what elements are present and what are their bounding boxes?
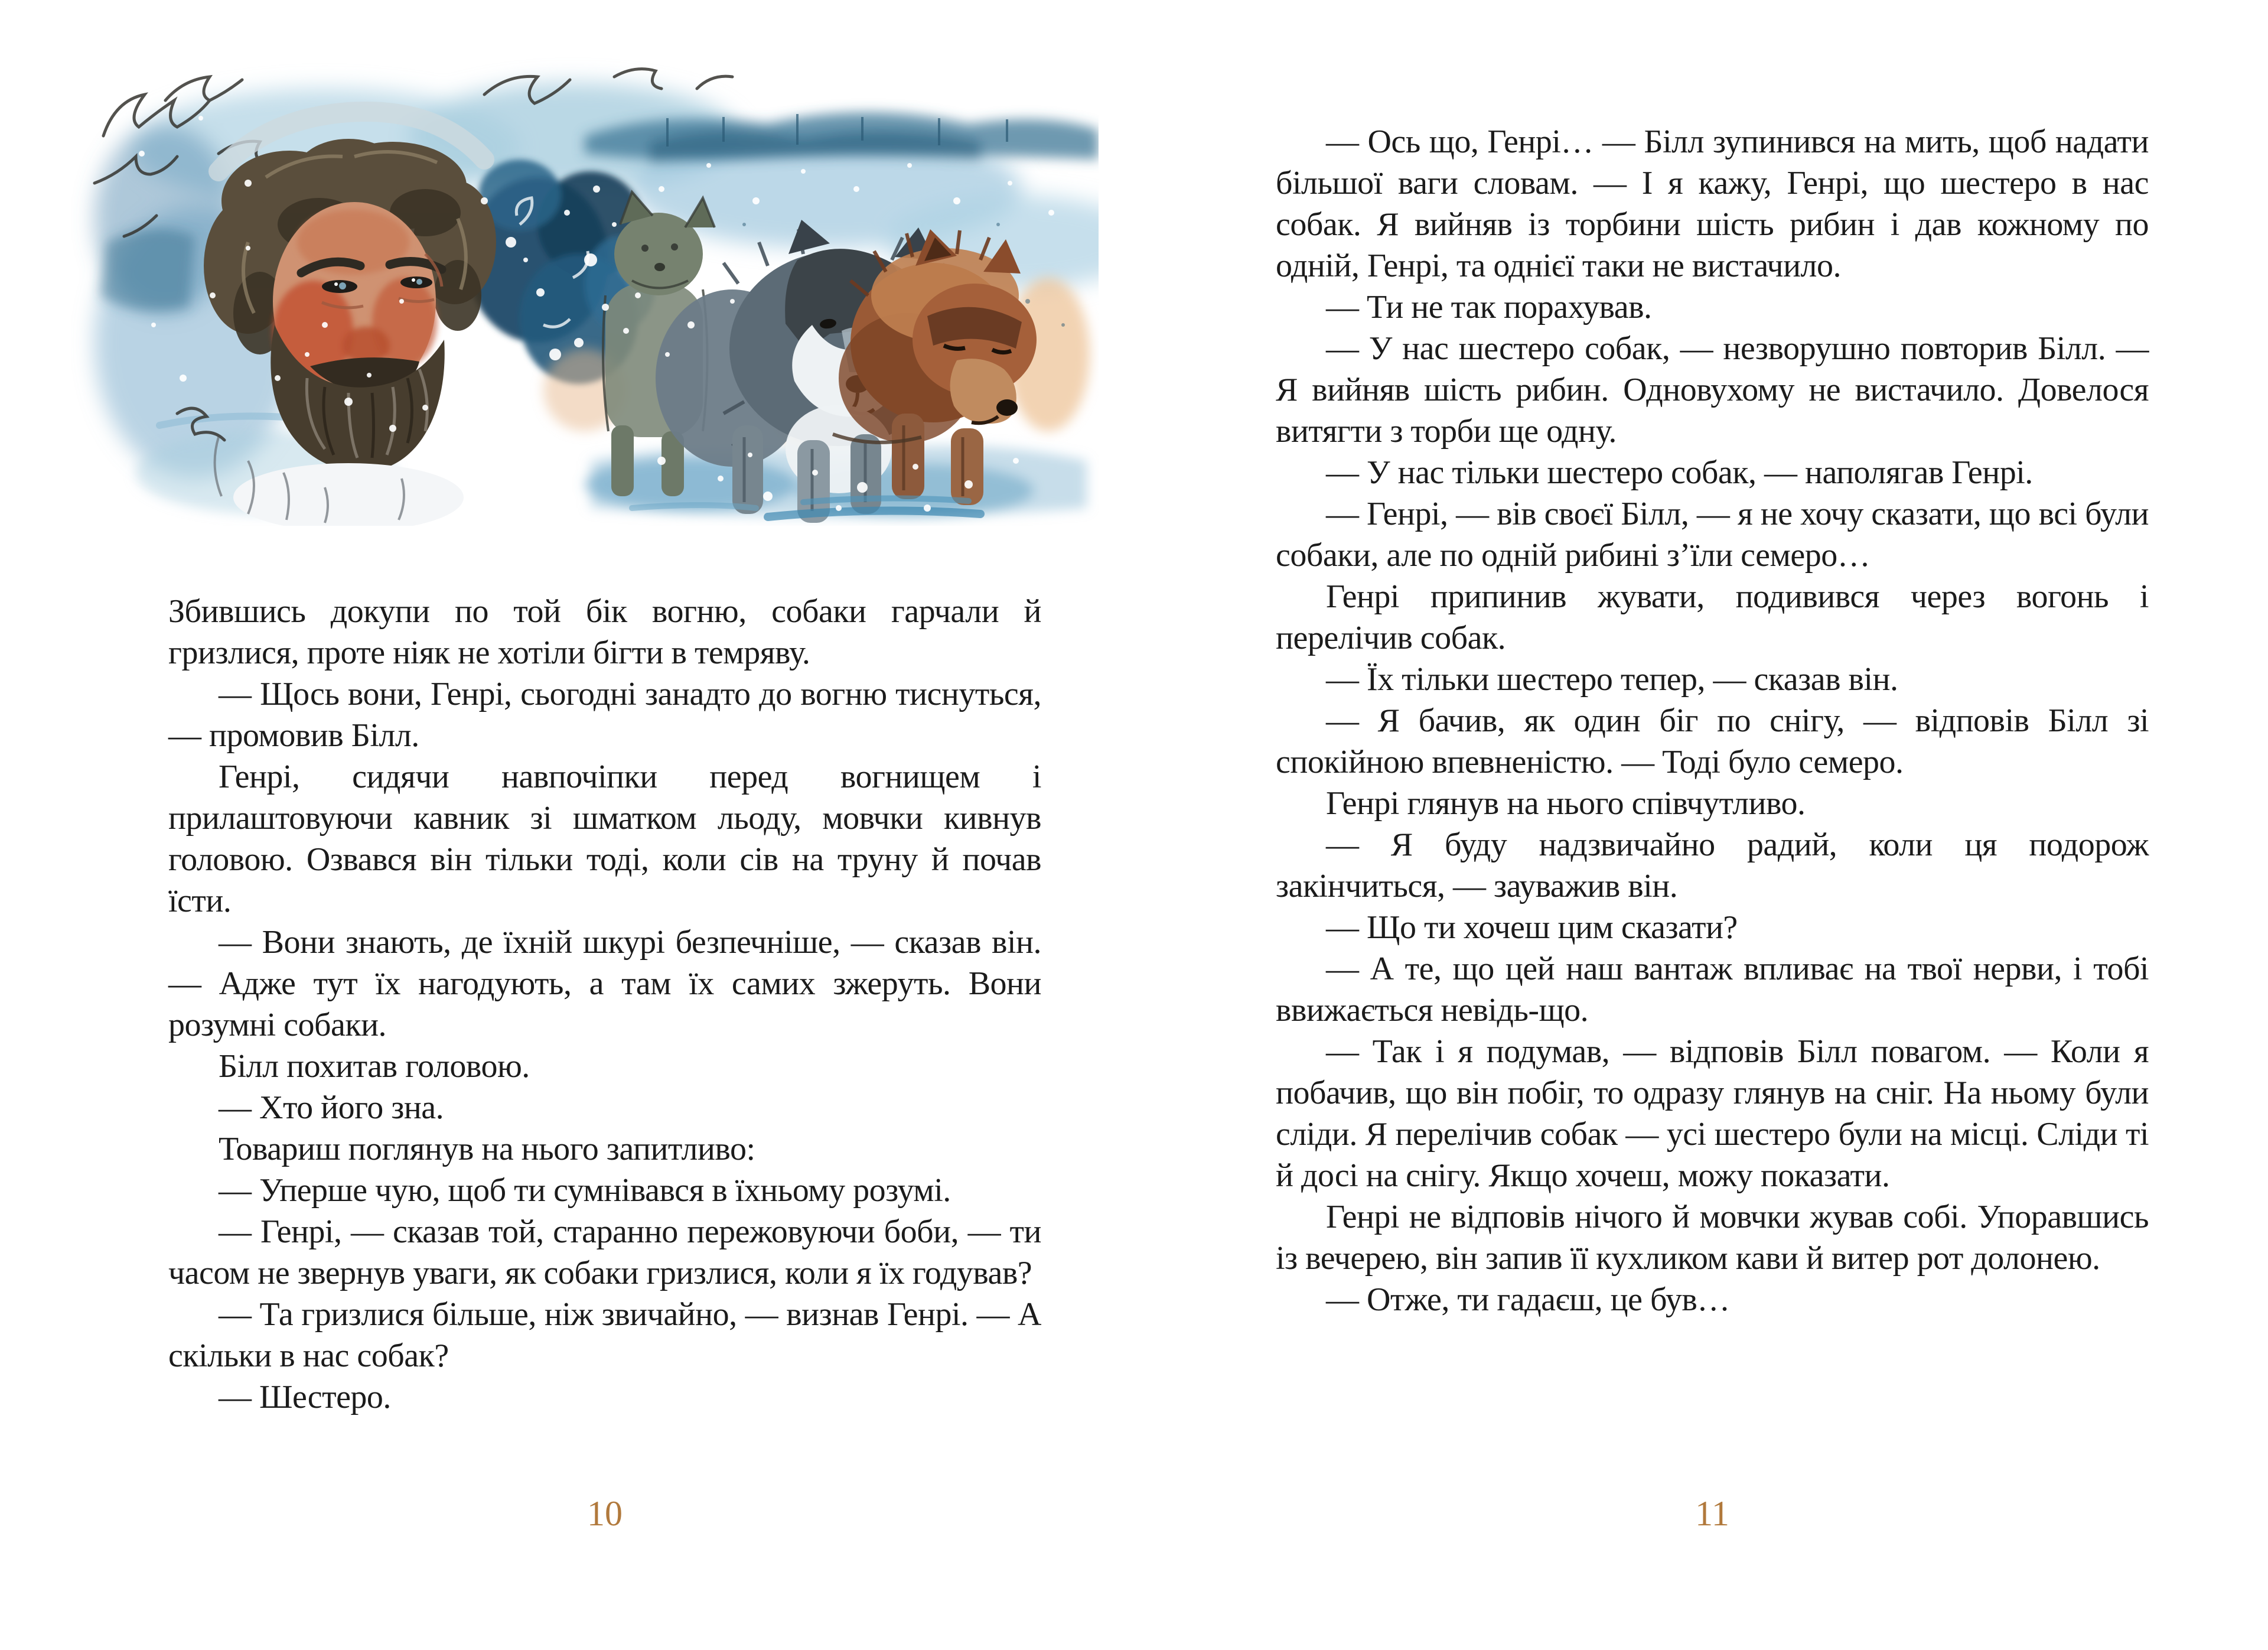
paragraph: — У нас тільки шестеро собак, — наполягав Генрі.: [1326, 454, 2033, 491]
right-page: [1276, 121, 2149, 1320]
paragraph: — Я бачив, як один біг по снігу, — відповів Білл зі спокійною впевненістю. — Тоді було семеро.: [1276, 702, 2149, 780]
paragraph: — Генрі, — сказав той, старанно пережовуючи боби, — ти часом не звернув уваги, як собаки гризлися, коли я їх годував?: [168, 1213, 1041, 1291]
paragraph: — А те, що цей наш вантаж впливає на твої нерви, і тобі ввижається невідь-що.: [1276, 951, 2149, 1029]
paragraph: Товариш поглянув на нього запитливо:: [219, 1131, 755, 1167]
paragraph: Збившись докупи по той бік вогню, собаки гарчали й гризлися, проте ніяк не хотіли бігти в темряву.: [168, 593, 1041, 671]
paragraph: — Щось вони, Генрі, сьогодні занадто до вогню тиснуться, — промовив Білл.: [168, 676, 1041, 754]
paragraph: — Що ти хочеш цим сказати?: [1326, 909, 1738, 946]
paragraph: — Шестеро.: [219, 1379, 391, 1415]
paragraph: — Отже, ти гадаєш, це був…: [1326, 1281, 1730, 1318]
paragraph: — Так і я подумав, — відповів Білл повагом. — Коли я побачив, що він побіг, то одразу глянув на сніг. На ньому були сліди. Я перелічив собак — усі шестеро були на місці. Сліди ті й досі на снігу. Якщо хочеш, можу показати.: [1276, 1033, 2149, 1194]
right-page-number: 11: [1695, 1494, 1729, 1533]
paragraph: — Ти не так порахував.: [1326, 289, 1652, 326]
paragraph: — У нас шестеро собак, — незворушно повторив Білл. — Я вийняв шість рибин. Одновухому не вистачило. Довелося витягти з торби ще одну.: [1276, 330, 2149, 450]
paragraph: Білл похитав головою.: [219, 1048, 530, 1085]
paragraph: — Генрі, — вів своєї Білл, — я не хочу сказати, що всі були собаки, але по одній рибині з’їли семеро…: [1276, 496, 2149, 574]
paragraph: — Та гризлися більше, ніж звичайно, — визнав Генрі. — А скільки в нас собак?: [168, 1296, 1041, 1374]
paragraph: — Я буду надзвичайно радий, коли ця подорож закінчиться, — зауважив він.: [1276, 826, 2149, 904]
paragraph: — Хто його зна.: [219, 1089, 444, 1126]
paragraph: — Їх тільки шестеро тепер, — сказав він.: [1326, 661, 1898, 698]
left-page-number: 10: [587, 1494, 623, 1533]
paragraph: Генрі, сидячи навпочіпки перед вогнищем і прилаштовуючи кавник зі шматком льоду, мовчки кивнув головою. Озвався він тільки тоді, коли сів на труну й почав їсти.: [168, 759, 1041, 919]
paragraph: Генрі припинив жувати, подивився через вогонь і перелічив собак.: [1276, 578, 2149, 656]
paragraph: Генрі глянув на нього співчутливо.: [1326, 785, 1806, 822]
illustration-winter-man-and-dogs: [71, 47, 1099, 526]
paragraph: — Ось що, Генрі… — Білл зупинився на мить, щоб надати більшої ваги словам. — І я кажу, Генрі, що шестеро в нас собак. Я вийняв із торбини шість рибин і дав кожному по одній, Генрі, та однієї таки не вистачило.: [1276, 123, 2149, 284]
paragraph: — Вони знають, де їхній шкурі безпечніше, — сказав він. — Адже тут їх нагодують, а там їх самих зжеруть. Вони розумні собаки.: [168, 924, 1041, 1043]
paragraph: Генрі не відповів нічого й мовчки жував собі. Упоравшись із вечерею, він запив її кухликом кави й витер рот долонею.: [1276, 1199, 2149, 1277]
left-page: [168, 591, 1041, 1418]
paragraph: — Уперше чую, щоб ти сумнівався в їхньому розумі.: [219, 1172, 951, 1209]
